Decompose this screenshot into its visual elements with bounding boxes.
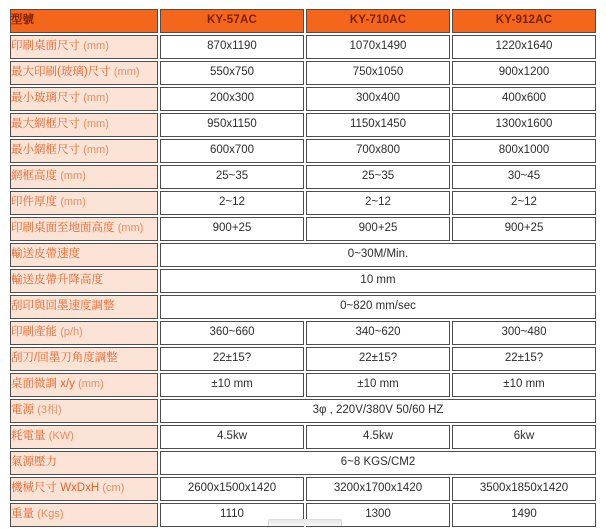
row-value-cell: 1070x1490: [306, 35, 450, 59]
table-row: [10, 347, 596, 371]
row-label-text: 最大網框尺寸: [11, 118, 80, 131]
table-row: [10, 243, 596, 267]
row-value-cell-merged: 10 mm: [160, 269, 596, 293]
table-header-row: [10, 9, 596, 33]
row-value-cell: 25~35: [306, 165, 450, 189]
row-value-cell: ±10 mm: [306, 373, 450, 397]
row-label-cell: [10, 347, 158, 371]
row-label-unit: (mm): [60, 196, 86, 209]
row-value-cell-merged: 3φ , 220V/380V 50/60 HZ: [160, 399, 596, 423]
row-value-cell-merged: 0~820 mm/sec: [160, 295, 596, 319]
row-label-unit: (mm): [78, 378, 104, 391]
row-label-cell: [10, 87, 158, 111]
row-value-cell: 25~35: [160, 165, 304, 189]
row-label-unit: (mm): [60, 170, 86, 183]
row-value-cell: 3200x1700x1420: [306, 477, 450, 501]
row-value-cell: 900+25: [160, 217, 304, 241]
row-value-cell: 1490: [452, 503, 596, 527]
header-cell-model-3: KY-912AC: [452, 9, 596, 33]
specification-table-container: [8, 7, 598, 529]
row-label-cell: [10, 295, 158, 319]
header-cell-model-2: KY-710AC: [306, 9, 450, 33]
row-value-cell: 340~620: [306, 321, 450, 345]
row-label-text: 刮刀/回墨刀角度調整: [11, 352, 118, 365]
row-value-cell: 300x400: [306, 87, 450, 111]
header-cell-model-1: KY-57AC: [160, 9, 304, 33]
row-label-text: 刮印與回墨速度調整: [11, 300, 115, 313]
row-label-cell: [10, 35, 158, 59]
row-label-text: 氣源壓力: [11, 456, 57, 469]
row-value-cell: 700x800: [306, 139, 450, 163]
row-label-text: 網框高度: [11, 170, 57, 183]
row-value-cell: 900+25: [452, 217, 596, 241]
row-value-cell-merged: 6~8 KGS/CM2: [160, 451, 596, 475]
row-label-text: 印刷桌面尺寸: [11, 40, 80, 53]
row-label-unit: (mm): [83, 92, 109, 105]
row-label-cell: [10, 451, 158, 475]
row-value-cell: 1150x1450: [306, 113, 450, 137]
row-value-cell: 750x1050: [306, 61, 450, 85]
row-value-cell: 4.5kw: [160, 425, 304, 449]
row-label-cell: [10, 373, 158, 397]
row-label-cell: [10, 139, 158, 163]
table-row: [10, 139, 596, 163]
row-label-cell: [10, 503, 158, 527]
row-value-cell: 400x600: [452, 87, 596, 111]
row-value-cell: 2600x1500x1420: [160, 477, 304, 501]
row-value-cell: 870x1190: [160, 35, 304, 59]
row-label-cell: [10, 425, 158, 449]
table-row: [10, 399, 596, 423]
table-row: [10, 217, 596, 241]
row-label-text: 輸送皮帶速度: [11, 248, 80, 261]
row-label-text: 桌面微調 x/y: [11, 378, 75, 391]
row-label-unit: (p/h): [60, 326, 83, 339]
row-label-text: 印刷產能: [11, 326, 57, 339]
table-body: [10, 35, 596, 527]
row-label-text: 輸送皮帶升降高度: [11, 274, 103, 287]
row-value-cell: ±10 mm: [452, 373, 596, 397]
row-value-cell: 2~12: [160, 191, 304, 215]
row-value-cell: 3500x1850x1420: [452, 477, 596, 501]
table-row: [10, 191, 596, 215]
row-value-cell: 600x700: [160, 139, 304, 163]
row-label-text: 重量: [11, 508, 34, 521]
row-label-cell: [10, 217, 158, 241]
row-value-cell: ±10 mm: [160, 373, 304, 397]
specification-table: [8, 7, 598, 529]
table-row: [10, 35, 596, 59]
row-value-cell: 950x1150: [160, 113, 304, 137]
row-label-unit: (cm): [102, 482, 125, 495]
row-value-cell: 22±15?: [160, 347, 304, 371]
row-label-text: 最大印刷(玻璃)尺寸: [11, 66, 111, 79]
row-label-cell: [10, 191, 158, 215]
row-value-cell: 1110: [160, 503, 304, 527]
row-label-text: 最小玻璃尺寸: [11, 92, 80, 105]
row-label-cell: [10, 165, 158, 189]
row-value-cell: 550x750: [160, 61, 304, 85]
row-value-cell: 1220x1640: [452, 35, 596, 59]
table-row: [10, 373, 596, 397]
table-row: [10, 321, 596, 345]
table-row: [10, 477, 596, 501]
row-label-text: 最小網框尺寸: [11, 144, 80, 157]
table-row: [10, 295, 596, 319]
row-value-cell: 900x1200: [452, 61, 596, 85]
row-label-text: 耗電量: [11, 430, 46, 443]
header-cell-model-label: 型號: [10, 9, 158, 33]
table-row: [10, 61, 596, 85]
row-value-cell: 800x1000: [452, 139, 596, 163]
row-value-cell-merged: 0~30M/Min.: [160, 243, 596, 267]
row-label-unit: (mm): [83, 144, 109, 157]
row-value-cell: 360~660: [160, 321, 304, 345]
row-label-cell: [10, 113, 158, 137]
row-label-unit: (mm): [83, 40, 109, 53]
row-label-unit: (KW): [48, 430, 74, 443]
row-label-text: 印刷桌面至地面高度: [11, 222, 115, 235]
row-value-cell: 300~480: [452, 321, 596, 345]
row-label-cell: [10, 477, 158, 501]
row-label-cell: [10, 399, 158, 423]
row-value-cell: 2~12: [306, 191, 450, 215]
row-label-unit: (mm): [117, 222, 144, 235]
row-label-unit: (mm): [83, 118, 109, 131]
row-value-cell: 22±15?: [452, 347, 596, 371]
row-label-text: 電源: [11, 404, 34, 417]
row-value-cell: 1300: [306, 503, 450, 527]
row-label-cell: [10, 321, 158, 345]
row-value-cell: 200x300: [160, 87, 304, 111]
row-value-cell: 1300x1600: [452, 113, 596, 137]
table-row: [10, 87, 596, 111]
table-row: [10, 451, 596, 475]
row-label-cell: [10, 243, 158, 267]
row-label-text: 印件厚度: [11, 196, 57, 209]
row-label-cell: [10, 269, 158, 293]
row-value-cell: 900+25: [306, 217, 450, 241]
row-value-cell: 4.5kw: [306, 425, 450, 449]
row-value-cell: 6kw: [452, 425, 596, 449]
row-label-cell: [10, 61, 158, 85]
table-header: [10, 9, 596, 33]
row-value-cell: 22±15?: [306, 347, 450, 371]
table-row: [10, 113, 596, 137]
table-row: [10, 165, 596, 189]
row-label-unit: (mm): [113, 66, 140, 79]
table-row: [10, 425, 596, 449]
row-label-unit: (Kgs): [37, 508, 64, 521]
row-value-cell: 30~45: [452, 165, 596, 189]
row-label-text: 機械尺寸 WxDxH: [11, 482, 100, 495]
table-row: [10, 269, 596, 293]
row-value-cell: 2~12: [452, 191, 596, 215]
row-label-unit: (3相): [37, 404, 62, 417]
